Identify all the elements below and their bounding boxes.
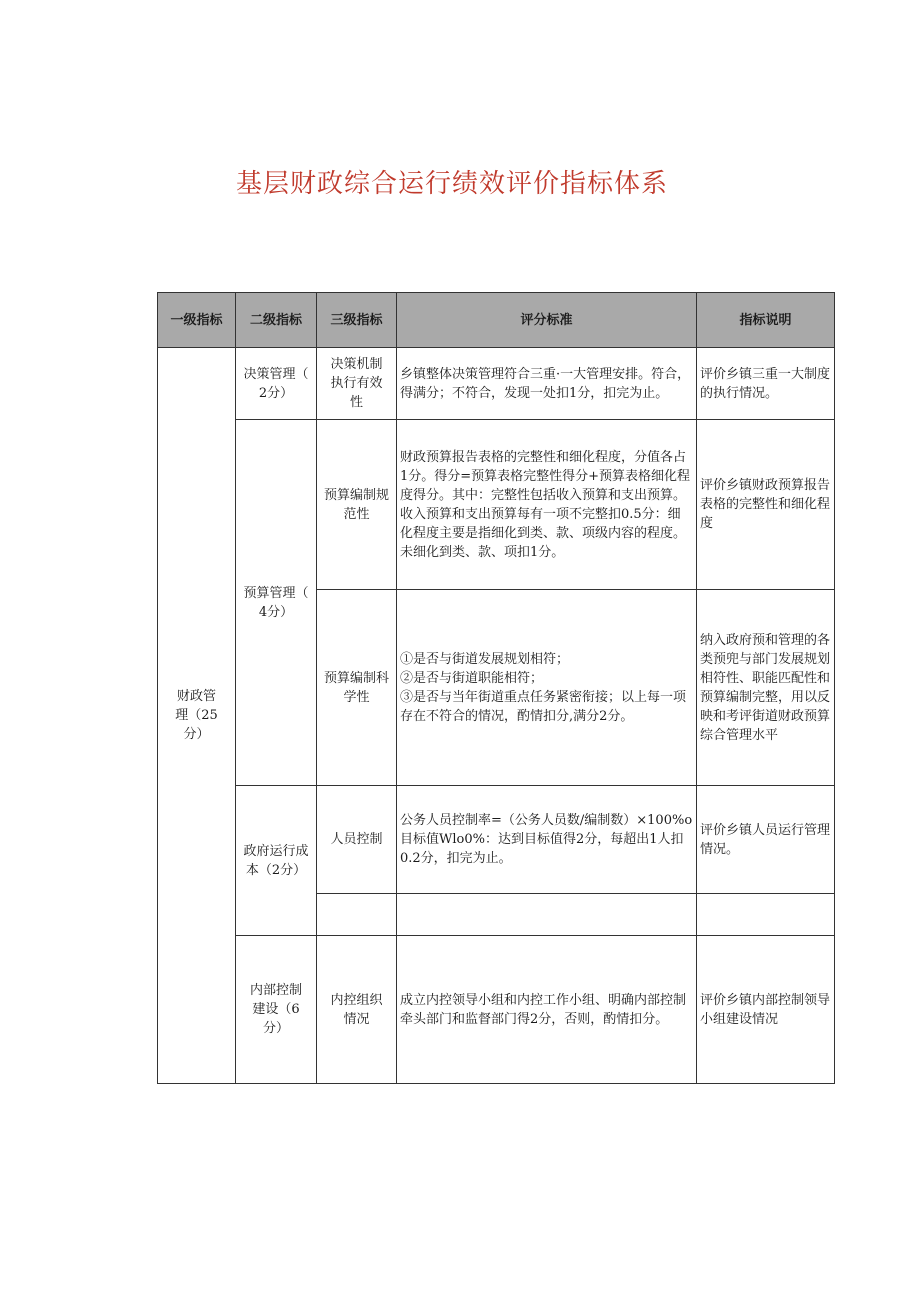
header-level1: 一级指标	[158, 293, 236, 348]
table-header-row	[158, 293, 835, 348]
note-staff-control: 评价乡镇人员运行管理情况。	[697, 786, 835, 894]
level2-internal-control: 内部控制 建设（6 分）	[236, 936, 317, 1084]
empty-cell	[397, 894, 697, 936]
criteria-budget-norm: 财政预算报告表格的完整性和细化程度，分值各占1分。得分=预算表格完整性得分+预算表格细化程度得分。其中：完整性包括收入预算和支出预算。收入预算和支出预算每有一项不完整扣0.5分：细化程度主要是指细化到类、款、项级内容的程度。未细化到类、款、项扣1分。	[397, 420, 697, 590]
header-level3: 三级指标	[317, 293, 397, 348]
level3-budget-norm: 预算编制规 范性	[317, 420, 397, 590]
criteria-decision: 乡镇整体决策管理符合三重·一大管理安排。符合，得满分；不符合，发现一处扣1分，扣完为止。	[397, 348, 697, 420]
level3-control-organization: 内控组织 情况	[317, 936, 397, 1084]
level2-budget: 预算管理（ 4分）	[236, 420, 317, 786]
table-row	[158, 936, 835, 1084]
indicator-table	[157, 292, 835, 1084]
level1-finance-management: 财政管 理（25 分）	[158, 348, 236, 1084]
header-level2: 二级指标	[236, 293, 317, 348]
empty-cell	[317, 894, 397, 936]
note-budget-norm: 评价乡镇财政预算报告表格的完整性和细化程度	[697, 420, 835, 590]
header-notes: 指标说明	[697, 293, 835, 348]
note-control-organization: 评价乡镇内部控制领导小组建设情况	[697, 936, 835, 1084]
empty-cell	[697, 894, 835, 936]
level2-decision: 决策管理（ 2分）	[236, 348, 317, 420]
table-row	[158, 420, 835, 590]
note-decision: 评价乡镇三重一大制度的执行情况。	[697, 348, 835, 420]
level2-operating-cost: 政府运行成 本（2分）	[236, 786, 317, 936]
level3-decision: 决策机制 执行有效 性	[317, 348, 397, 420]
criteria-budget-science: ①是否与街道发展规划相符； ②是否与街道职能相符； ③是否与当年街道重点任务紧密衔接；以上每一项存在不符合的情况，酌情扣分,满分2分。	[397, 590, 697, 786]
level3-staff-control: 人员控制	[317, 786, 397, 894]
header-criteria: 评分标准	[397, 293, 697, 348]
criteria-control-organization: 成立内控领导小组和内控工作小组、明确内部控制牵头部门和监督部门得2分，否则，酌情扣分。	[397, 936, 697, 1084]
criteria-staff-control: 公务人员控制率=（公务人员数/编制数）×100%o目标值Wlo0%：达到目标值得2分，每超出1人扣0.2分，扣完为止。	[397, 786, 697, 894]
table-row	[158, 348, 835, 420]
table-row	[158, 786, 835, 894]
note-budget-science: 纳入政府预和管理的各类预兜与部门发展规划相符性、职能匹配性和预算编制完整，用以反映和考评街道财政预算综合管理水平	[697, 590, 835, 786]
level3-budget-science: 预算编制科 学性	[317, 590, 397, 786]
document-title: 基层财政综合运行绩效评价指标体系	[236, 169, 669, 199]
